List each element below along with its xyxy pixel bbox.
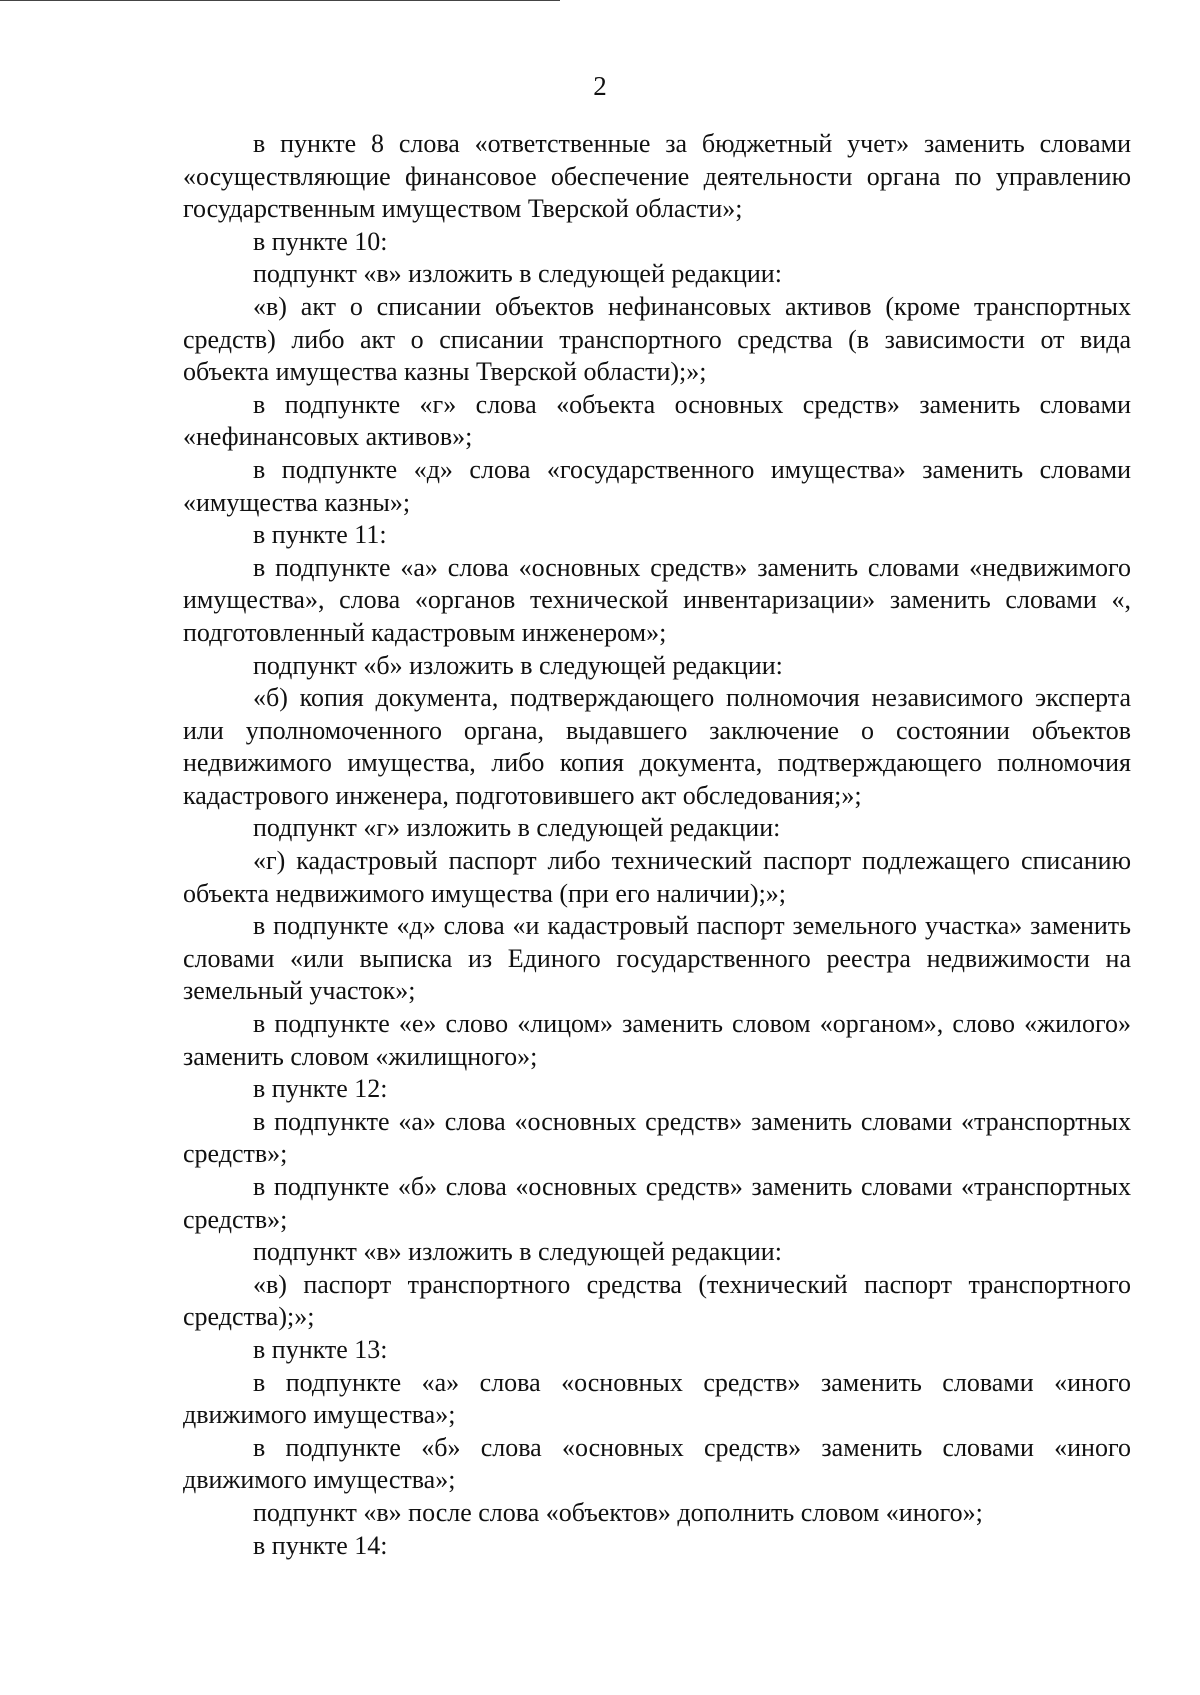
paragraph: подпункт «в» после слова «объектов» дополнить словом «иного»; <box>253 1497 983 1527</box>
paragraph: в подпункте «е» слово «лицом» заменить словом «органом», слово «жилого» заменить словом «жилищного»; <box>183 1009 1131 1071</box>
paragraph: в подпункте «а» слова «основных средств» заменить словами «иного движимого имущества»; <box>183 1367 1131 1430</box>
paragraph: «б) копия документа, подтверждающего полномочия независимого эксперта или уполномоченного органа, выдавшего заключение о состоянии объектов недвижимого имущества, либо копия документа, подтверждающего полномочия кадастрового инженера, подготовившего акт обследования;»; <box>183 683 1131 810</box>
paragraph: в подпункте «а» слова «основных средств» заменить словами «недвижимого имущества», слова «органов технической инвентаризации» заменить словами «, подготовленный кадастровым инженером»; <box>183 552 1131 647</box>
paragraph: «г) кадастровый паспорт либо технический паспорт подлежащего списанию объекта недвижимого имущества (при его наличии);»; <box>183 846 1131 908</box>
document-body <box>183 128 1131 1562</box>
paragraph: подпункт «г» изложить в следующей редакции: <box>253 813 781 843</box>
paragraph: в подпункте «б» слова «основных средств» заменить словами «транспортных средств»; <box>183 1172 1131 1234</box>
paragraph: в подпункте «д» слова «и кадастровый паспорт земельного участка» заменить словами «или выписка из Единого государственного реестра недвижимости на земельный участок»; <box>183 911 1131 1006</box>
paragraph: в пункте 8 слова «ответственные за бюджетный учет» заменить словами «осуществляющие финансовое обеспечение деятельности органа по управлению государственным имуществом Тверской области»; <box>183 129 1131 224</box>
paragraph: в пункте 10: <box>253 226 388 256</box>
paragraph: в подпункте «а» слова «основных средств» заменить словами «транспортных средств»; <box>183 1106 1131 1169</box>
paragraph: в подпункте «б» слова «основных средств» заменить словами «иного движимого имущества»; <box>183 1432 1131 1495</box>
paragraph: в подпункте «д» слова «государственного имущества» заменить словами «имущества казны»; <box>183 454 1131 517</box>
scan-edge-line <box>0 0 560 1</box>
paragraph: подпункт «в» изложить в следующей редакции: <box>253 259 782 289</box>
paragraph: в пункте 12: <box>253 1074 388 1104</box>
paragraph: подпункт «б» изложить в следующей редакции: <box>253 650 783 680</box>
paragraph: «в) паспорт транспортного средства (технический паспорт транспортного средства);»; <box>183 1269 1131 1332</box>
paragraph: в пункте 13: <box>253 1334 388 1364</box>
paragraph: подпункт «в» изложить в следующей редакции: <box>253 1237 782 1267</box>
paragraph: в пункте 11: <box>253 520 387 550</box>
paragraph: в пункте 14: <box>253 1530 388 1560</box>
page-number: 2 <box>593 71 607 101</box>
paragraph: «в) акт о списании объектов нефинансовых активов (кроме транспортных средств) либо акт о списании транспортного средства (в зависимости от вида объекта имущества казны Тверской области);»; <box>183 291 1131 387</box>
paragraph: в подпункте «г» слова «объекта основных средств» заменить словами «нефинансовых активов»; <box>183 389 1131 452</box>
